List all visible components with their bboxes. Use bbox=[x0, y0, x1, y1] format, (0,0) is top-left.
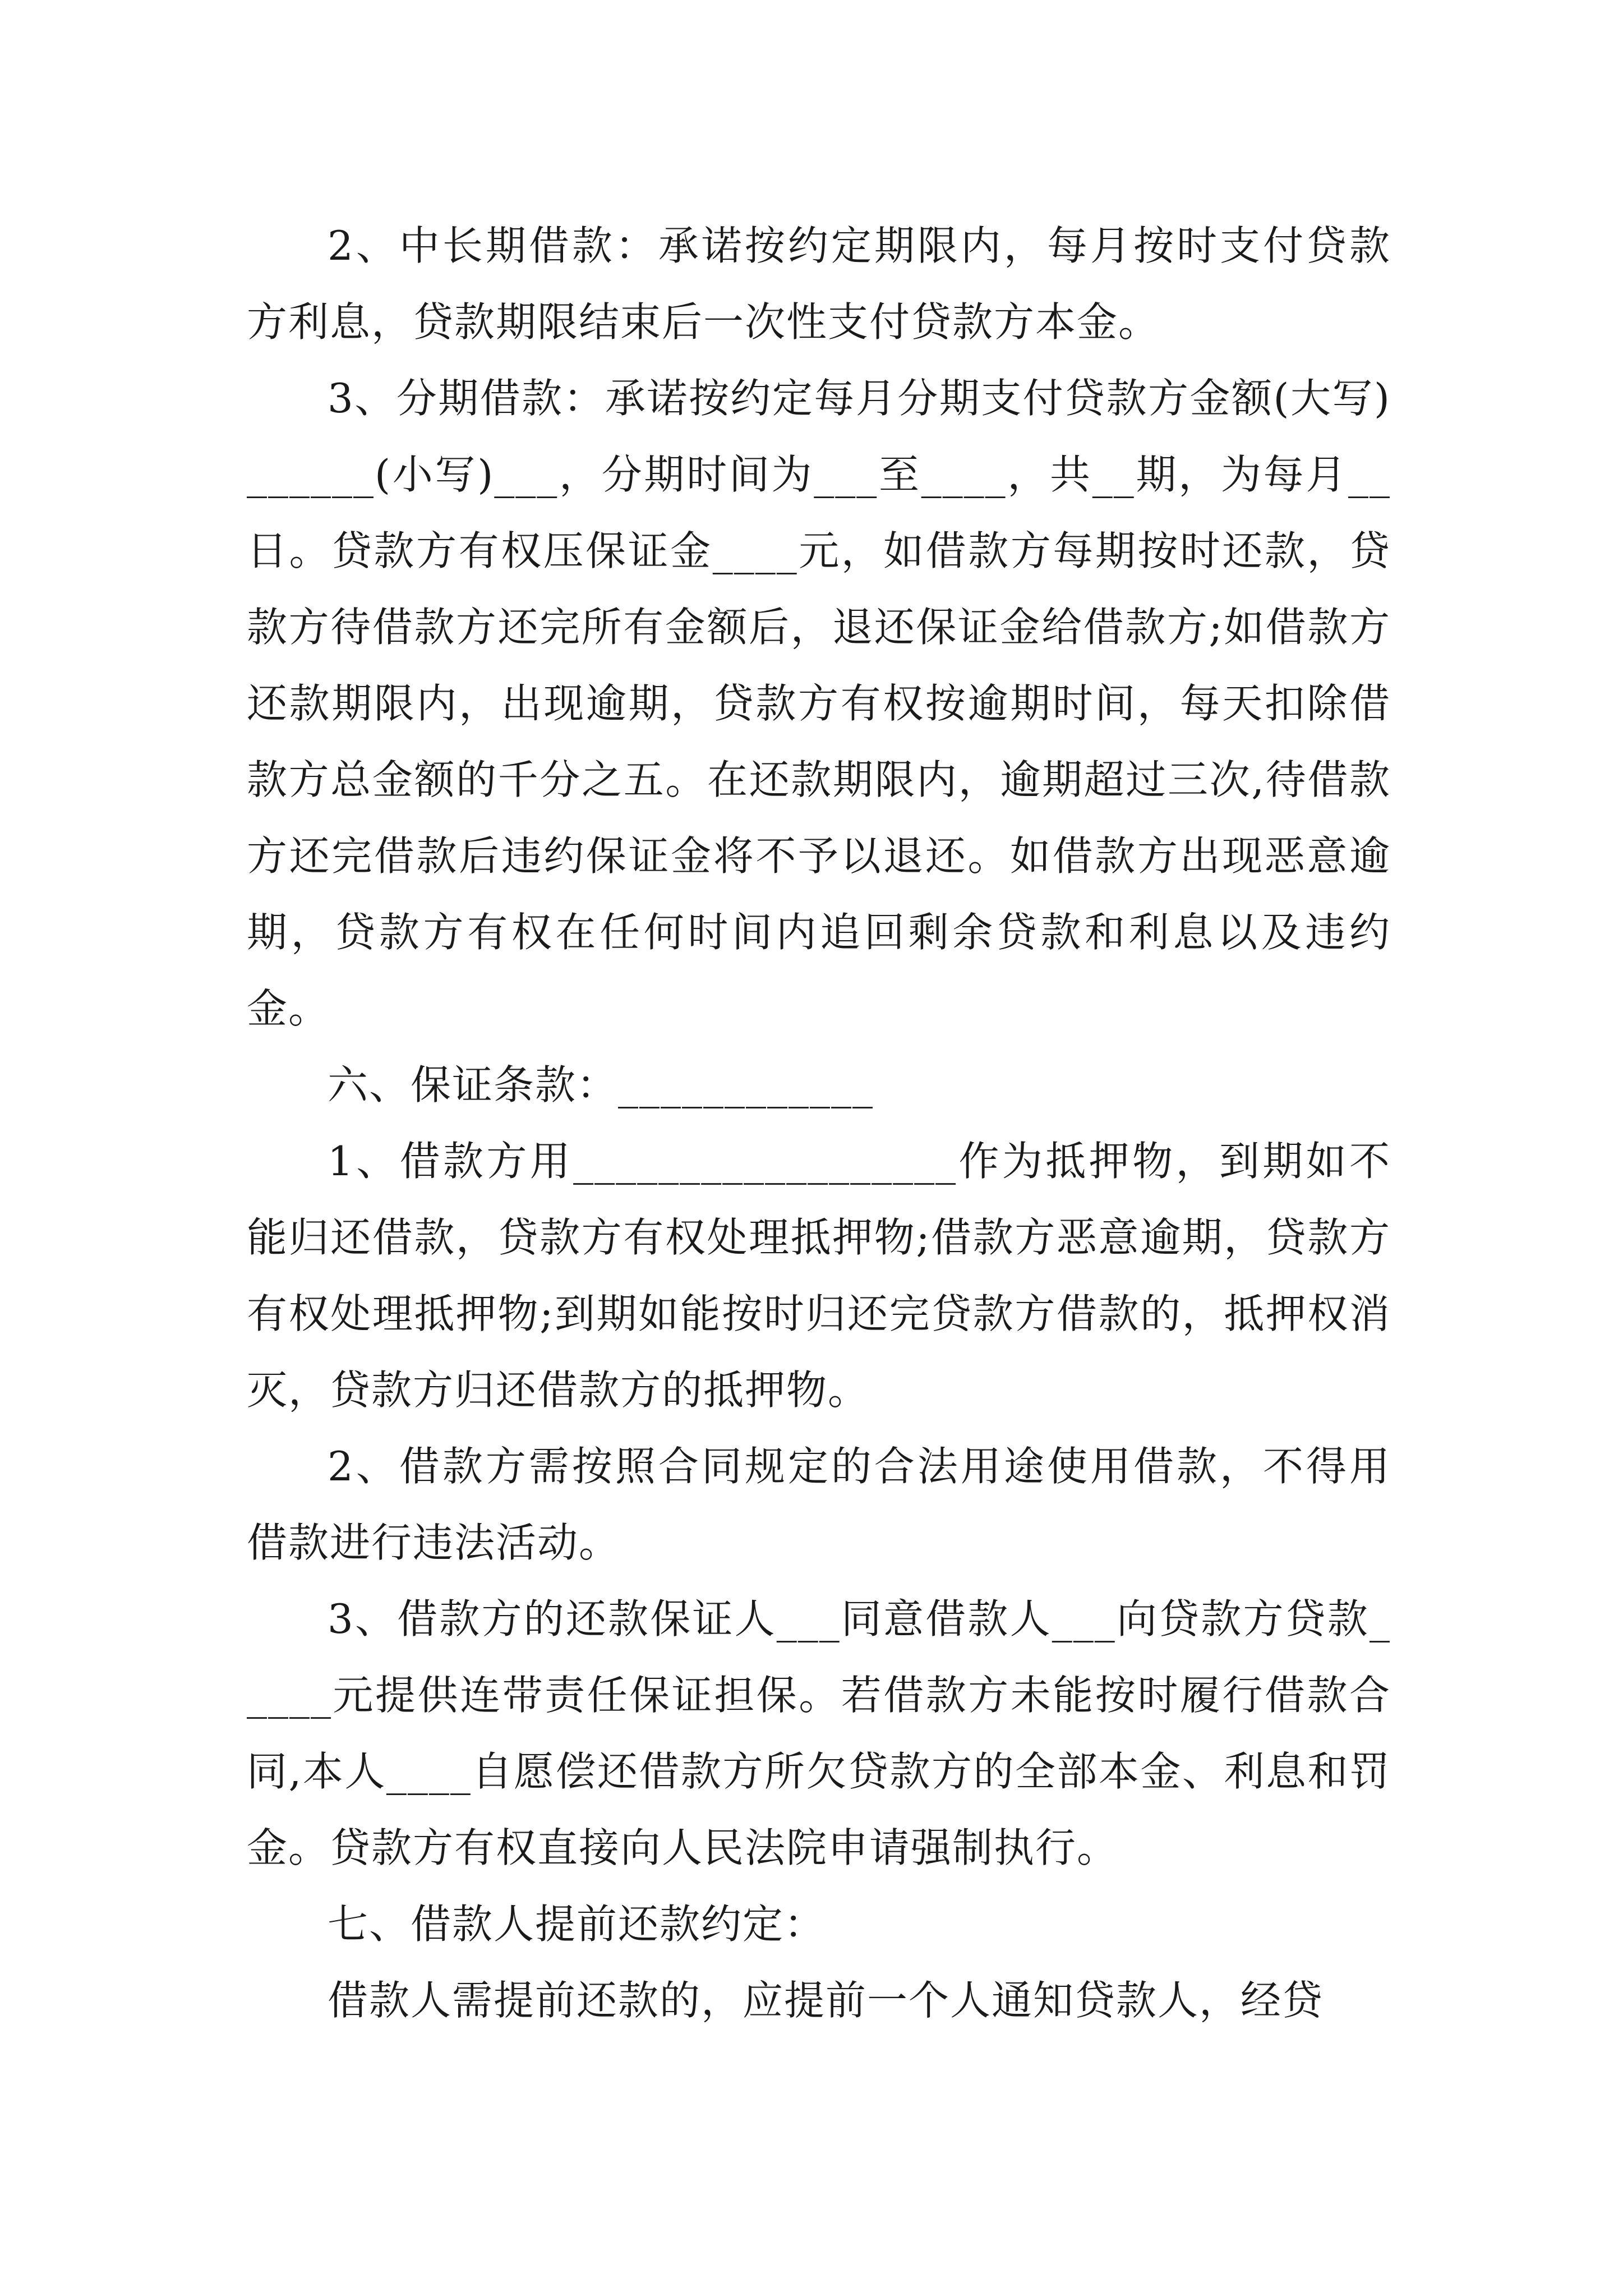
paragraph-guarantor: 3、借款方的还款保证人___同意借款人___向贷款方贷款_____元提供连带责任保证担保。若借款方未能按时履行借款合同,本人____自愿偿还借款方所欠贷款方的全部本金、利息和罚金。贷款方有权直接向人民法院申请强制执行。 bbox=[247, 1595, 1391, 1871]
section-heading-guarantee-terms: 六、保证条款：____________ bbox=[328, 1061, 874, 1108]
document-page bbox=[247, 208, 1391, 2039]
paragraph-installment-loan: 3、分期借款：承诺按约定每月分期支付贷款方金额(大写)______(小写)___，分期时间为___至____，共__期，为每月__日。贷款方有权压保证金____元，如借款方每期按时还款，贷款方待借款方还完所有金额后，退还保证金给借款方;如借款方还款期限内，出现逾期，贷款方有权按逾期时间，每天扣除借款方总金额的千分之五。在还款期限内，逾期超过三次,待借款方还完借款后违约保证金将不予以退还。如借款方出现恶意逾期，贷款方有权在任何时间内追回剩余贷款和利息以及违约金。 bbox=[247, 375, 1391, 1032]
paragraph-legal-use: 2、借款方需按照合同规定的合法用途使用借款，不得用借款进行违法活动。 bbox=[247, 1443, 1391, 1566]
paragraph-early-repayment: 借款人需提前还款的，应提前一个人通知贷款人，经贷 bbox=[328, 1977, 1324, 2024]
paragraph-medium-long-term-loan: 2、中长期借款：承诺按约定期限内，每月按时支付贷款方利息，贷款期限结束后一次性支付贷款方本金。 bbox=[247, 222, 1391, 346]
paragraph-collateral: 1、借款方用__________________作为抵押物，到期如不能归还借款，贷款方有权处理抵押物;借款方恶意逾期，贷款方有权处理抵押物;到期如能按时归还完贷款方借款的，抵押权消灭，贷款方归还借款方的抵押物。 bbox=[247, 1138, 1391, 1414]
section-heading-early-repayment: 七、借款人提前还款约定： bbox=[328, 1901, 826, 1948]
